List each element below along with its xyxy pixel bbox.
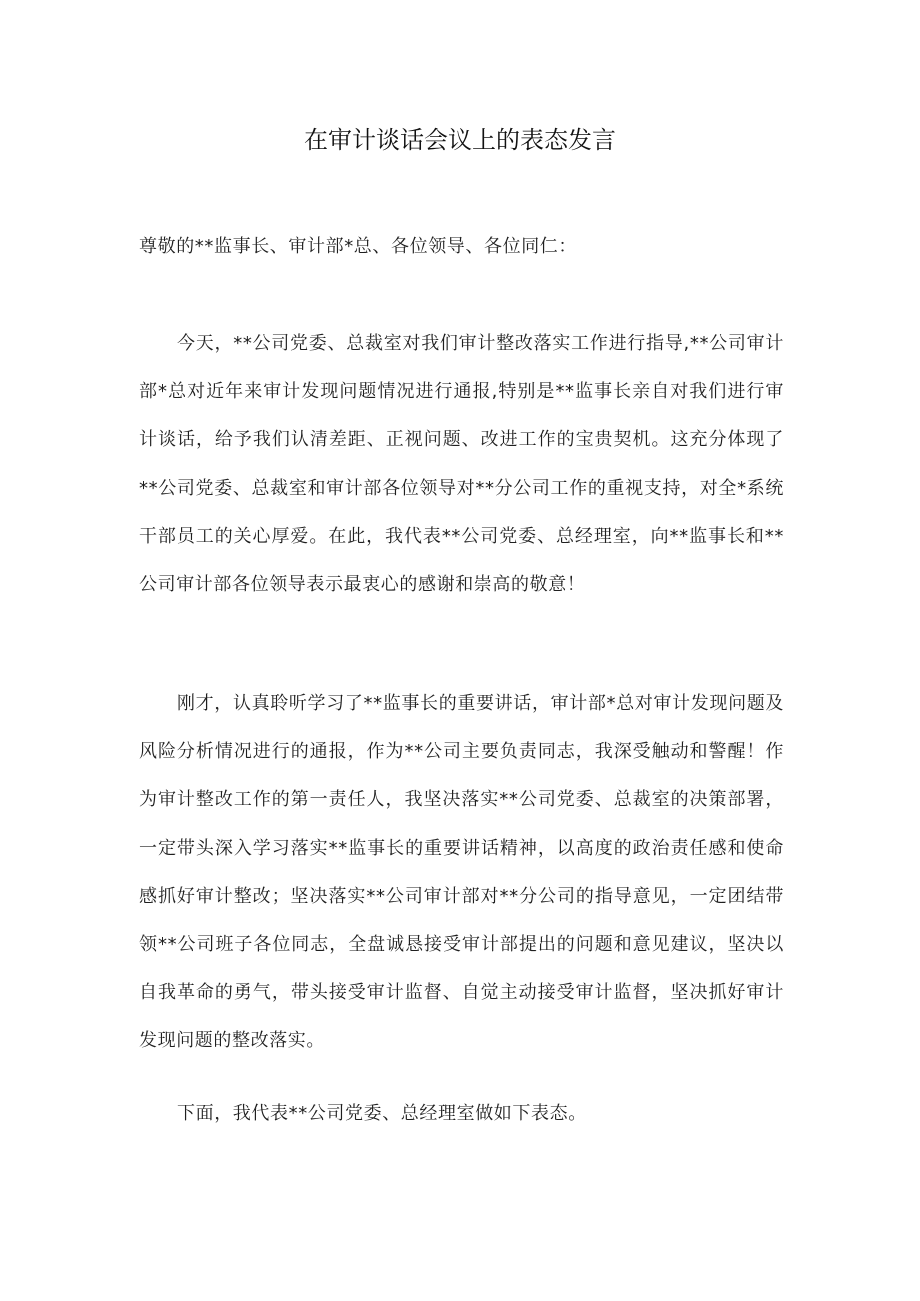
paragraph-3: 下面，我代表**公司党委、总经理室做如下表态。 (177, 1103, 587, 1124)
paragraph-1: 今天，**公司党委、总裁室对我们审计整改落实工作进行指导,**公司审计部*总对近年来审计发现问题情况进行通报,特别是**监事长亲自对我们进行审计谈话，给予我们认清差距、正视问题、改进工作的宝贵契机。这充分体现了**公司党委、总裁室和审计部各位领导对**分公司工作的重视支持，对全*系统干部员工的关心厚爱。在此，我代表**公司党委、总经理室，向**监事长和**公司审计部各位领导表示最衷心的感谢和崇高的敬意！ (139, 333, 784, 596)
document-title: 在审计谈话会议上的表态发言 (304, 126, 616, 154)
salutation: 尊敬的**监事长、审计部*总、各位领导、各位同仁： (139, 236, 577, 257)
paragraph-2: 刚才，认真聆听学习了**监事长的重要讲话，审计部*总对审计发现问题及风险分析情况进行的通报，作为**公司主要负责同志，我深受触动和警醒！作为审计整改工作的第一责任人，我坚决落实**公司党委、总裁室的决策部署，一定带头深入学习落实**监事长的重要讲话精神，以高度的政治责任感和使命感抓好审计整改；坚决落实**公司审计部对**分公司的指导意见，一定团结带领**公司班子各位同志，全盘诚恳接受审计部提出的问题和意见建议，坚决以自我革命的勇气，带头接受审计监督、自觉主动接受审计监督，坚决抓好审计发现问题的整改落实。 (139, 693, 784, 1052)
